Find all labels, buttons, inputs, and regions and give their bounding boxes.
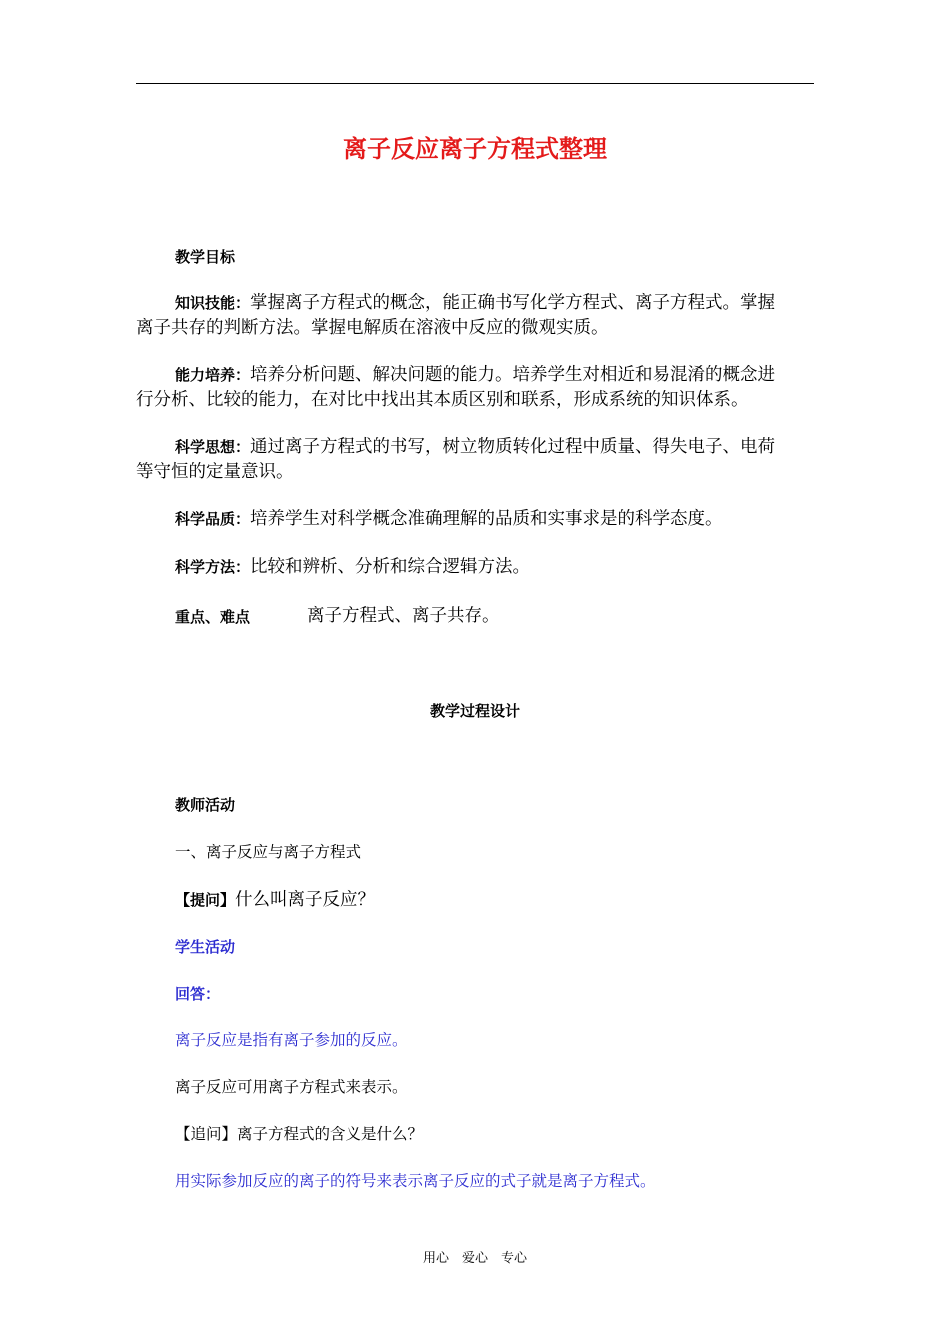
objective-thought-label: 科学思想： bbox=[175, 438, 251, 456]
question-ionic-reaction bbox=[175, 886, 375, 911]
question-tag: 【提问】 bbox=[175, 891, 236, 909]
objective-ability-line2: 行分析、比较的能力，在对比中找出其本质区别和联系，形成系统的知识体系。 bbox=[136, 390, 749, 410]
process-heading: 教学过程设计 bbox=[429, 702, 520, 720]
objective-method-text: 比较和辨析、分析和综合逻辑方法。 bbox=[250, 557, 531, 577]
answer-ionic-reaction: 离子反应是指有离子参加的反应。 bbox=[175, 1031, 408, 1049]
objective-knowledge-text1: 掌握离子方程式的概念，能正确书写化学方程式、离子方程式。掌握 bbox=[250, 293, 776, 313]
objective-knowledge-line2: 离子共存的判断方法。掌握电解质在溶液中反应的微观实质。 bbox=[136, 318, 609, 338]
objective-ability-text1: 培养分析问题、解决问题的能力。培养学生对相近和易混淆的概念进 bbox=[250, 365, 776, 385]
objective-method bbox=[136, 555, 814, 580]
objective-thought-line2: 等守恒的定量意识。 bbox=[136, 462, 294, 482]
objective-method-label: 科学方法： bbox=[175, 558, 251, 576]
document-title: 离子反应离子方程式整理 bbox=[343, 135, 607, 163]
followup-question: 【追问】离子方程式的含义是什么？ bbox=[175, 1125, 424, 1143]
objectives-heading: 教学目标 bbox=[175, 248, 236, 266]
objective-quality-label: 科学品质： bbox=[175, 510, 251, 528]
page-footer: 用心 爱心 专心 bbox=[422, 1251, 527, 1266]
objective-ability-label: 能力培养： bbox=[175, 366, 251, 384]
objective-knowledge bbox=[136, 291, 814, 341]
objective-thought-line1 bbox=[136, 435, 814, 460]
keypoints-text: 离子方程式、离子共存。 bbox=[307, 606, 500, 626]
teacher-activity-heading: 教师活动 bbox=[175, 796, 236, 814]
student-activity-heading: 学生活动 bbox=[175, 938, 236, 956]
answer-label: 回答： bbox=[175, 985, 221, 1003]
objective-knowledge-label: 知识技能： bbox=[175, 294, 251, 312]
section-ionic-reaction: 一、离子反应与离子方程式 bbox=[175, 843, 362, 861]
objective-quality bbox=[136, 507, 814, 532]
objective-thought bbox=[136, 435, 814, 485]
objective-thought-text1: 通过离子方程式的书写，树立物质转化过程中质量、得失电子、电荷 bbox=[250, 437, 776, 457]
header-rule bbox=[136, 83, 814, 84]
objective-ability-line1 bbox=[136, 363, 814, 388]
objective-ability bbox=[136, 363, 814, 413]
objective-quality-text: 培养学生对科学概念准确理解的品质和实事求是的科学态度。 bbox=[250, 509, 723, 529]
objective-knowledge-line1 bbox=[136, 291, 814, 316]
question-text: 什么叫离子反应？ bbox=[235, 890, 376, 910]
note-ionic-equation: 离子反应可用离子方程式来表示。 bbox=[175, 1078, 408, 1096]
answer-ionic-equation: 用实际参加反应的离子的符号来表示离子反应的式子就是离子方程式。 bbox=[175, 1172, 656, 1190]
keypoints-label: 重点、难点 bbox=[175, 608, 251, 626]
